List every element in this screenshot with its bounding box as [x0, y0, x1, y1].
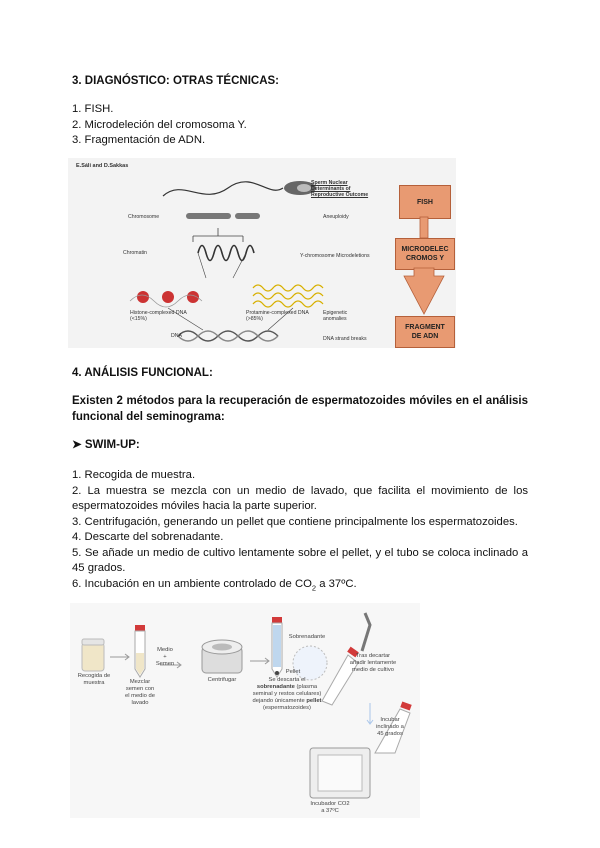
list-item: 1. Recogida de muestra.: [72, 469, 196, 481]
label-dna-breaks: DNA strand breaks: [323, 336, 367, 342]
list-item: 5. Se añade un medio de cultivo lentamente sobre el pellet, y el tubo se coloca inclinado a 45 grados.: [72, 546, 528, 574]
label-chromatin: Chromatin: [123, 250, 147, 256]
label-histone-dna: Histone-complexed DNA (<15%): [130, 310, 187, 322]
swim-up-illustration: [70, 603, 420, 818]
caption-pellet: Pellet: [285, 669, 301, 675]
figure-authors: E.Sáli and D.Sakkas: [76, 163, 129, 169]
caption-collect: Recogida de muestra: [77, 673, 111, 686]
swim-up-figure: [70, 603, 420, 818]
label-protamine-dna: Protamine-complexed DNA (>85%): [246, 310, 309, 322]
label-aneuploidy: Aneuploidy: [323, 214, 349, 220]
caption-discard: Se descarta el sobrenadante (plasma seminal y restos celulares) dejando únicamente pellet (espermatozoides): [252, 677, 322, 711]
caption-sobrenadante: Sobrenadante: [288, 634, 326, 640]
section4-intro: Existen 2 métodos para la recuperación de espermatozoides móviles en el análisis funcional del seminograma:: [72, 395, 528, 423]
swim-up-heading: ➤ SWIM-UP:: [72, 439, 140, 451]
label-chromosome: Chromosome: [128, 214, 160, 220]
caption-add-medium: Tras decartar añadir lentamente medio de cultivo: [349, 653, 397, 673]
label-dna: DNA: [171, 333, 182, 339]
flow-box-fish: FISH: [399, 185, 451, 219]
section3-list: [72, 102, 247, 149]
caption-mix: Mezclar semen con el medio de lavado: [125, 679, 155, 706]
flow-box-microdelec: MICRODELEC CROMOS Y: [395, 238, 455, 270]
list-item: 6. Incubación en un ambiente controlado de $CO_2$ a 37ºC.: [72, 577, 357, 592]
list-item: 2. Microdeleción del cromosoma Y.: [72, 118, 247, 131]
label-y-microdeletions: Y-chromosome Microdeletions: [300, 253, 370, 259]
label-determinants: Sperm Nuclear Determinants of Reproductive Outcome: [311, 180, 369, 198]
swim-up-steps: [72, 468, 528, 595]
caption-incline: Incubar inclinado a 45 grados: [376, 717, 404, 737]
list-item: 3. Centrifugación, generando un pellet que contiene principalmente los espermatozoides.: [72, 515, 518, 528]
label-epigenetic: Epigenetic anomalies: [323, 310, 348, 322]
flow-arrow: [394, 158, 454, 348]
caption-incubator: Incubador CO2 a 37ºC: [310, 801, 350, 814]
sperm-nuclear-figure: [68, 158, 456, 348]
caption-centrifuge: Centrifugar: [207, 677, 237, 683]
section3-heading: 3. DIAGNÓSTICO: OTRAS TÉCNICAS:: [72, 75, 280, 87]
list-item: 3. Fragmentación de ADN.: [72, 134, 206, 146]
caption-medio-semen: Medio + Semen: [155, 647, 175, 667]
list-item: 4. Descarte del sobrenadante.: [72, 531, 224, 543]
flow-box-fragment: FRAGMENT DE ADN: [395, 316, 455, 348]
list-item: 1. FISH.: [72, 103, 114, 115]
list-item: 2. La muestra se mezcla con un medio de lavado, que facilita el movimiento de los espermatozoides móviles hacia la parte superior.: [72, 484, 528, 512]
section4-heading: 4. ANÁLISIS FUNCIONAL:: [72, 367, 213, 379]
